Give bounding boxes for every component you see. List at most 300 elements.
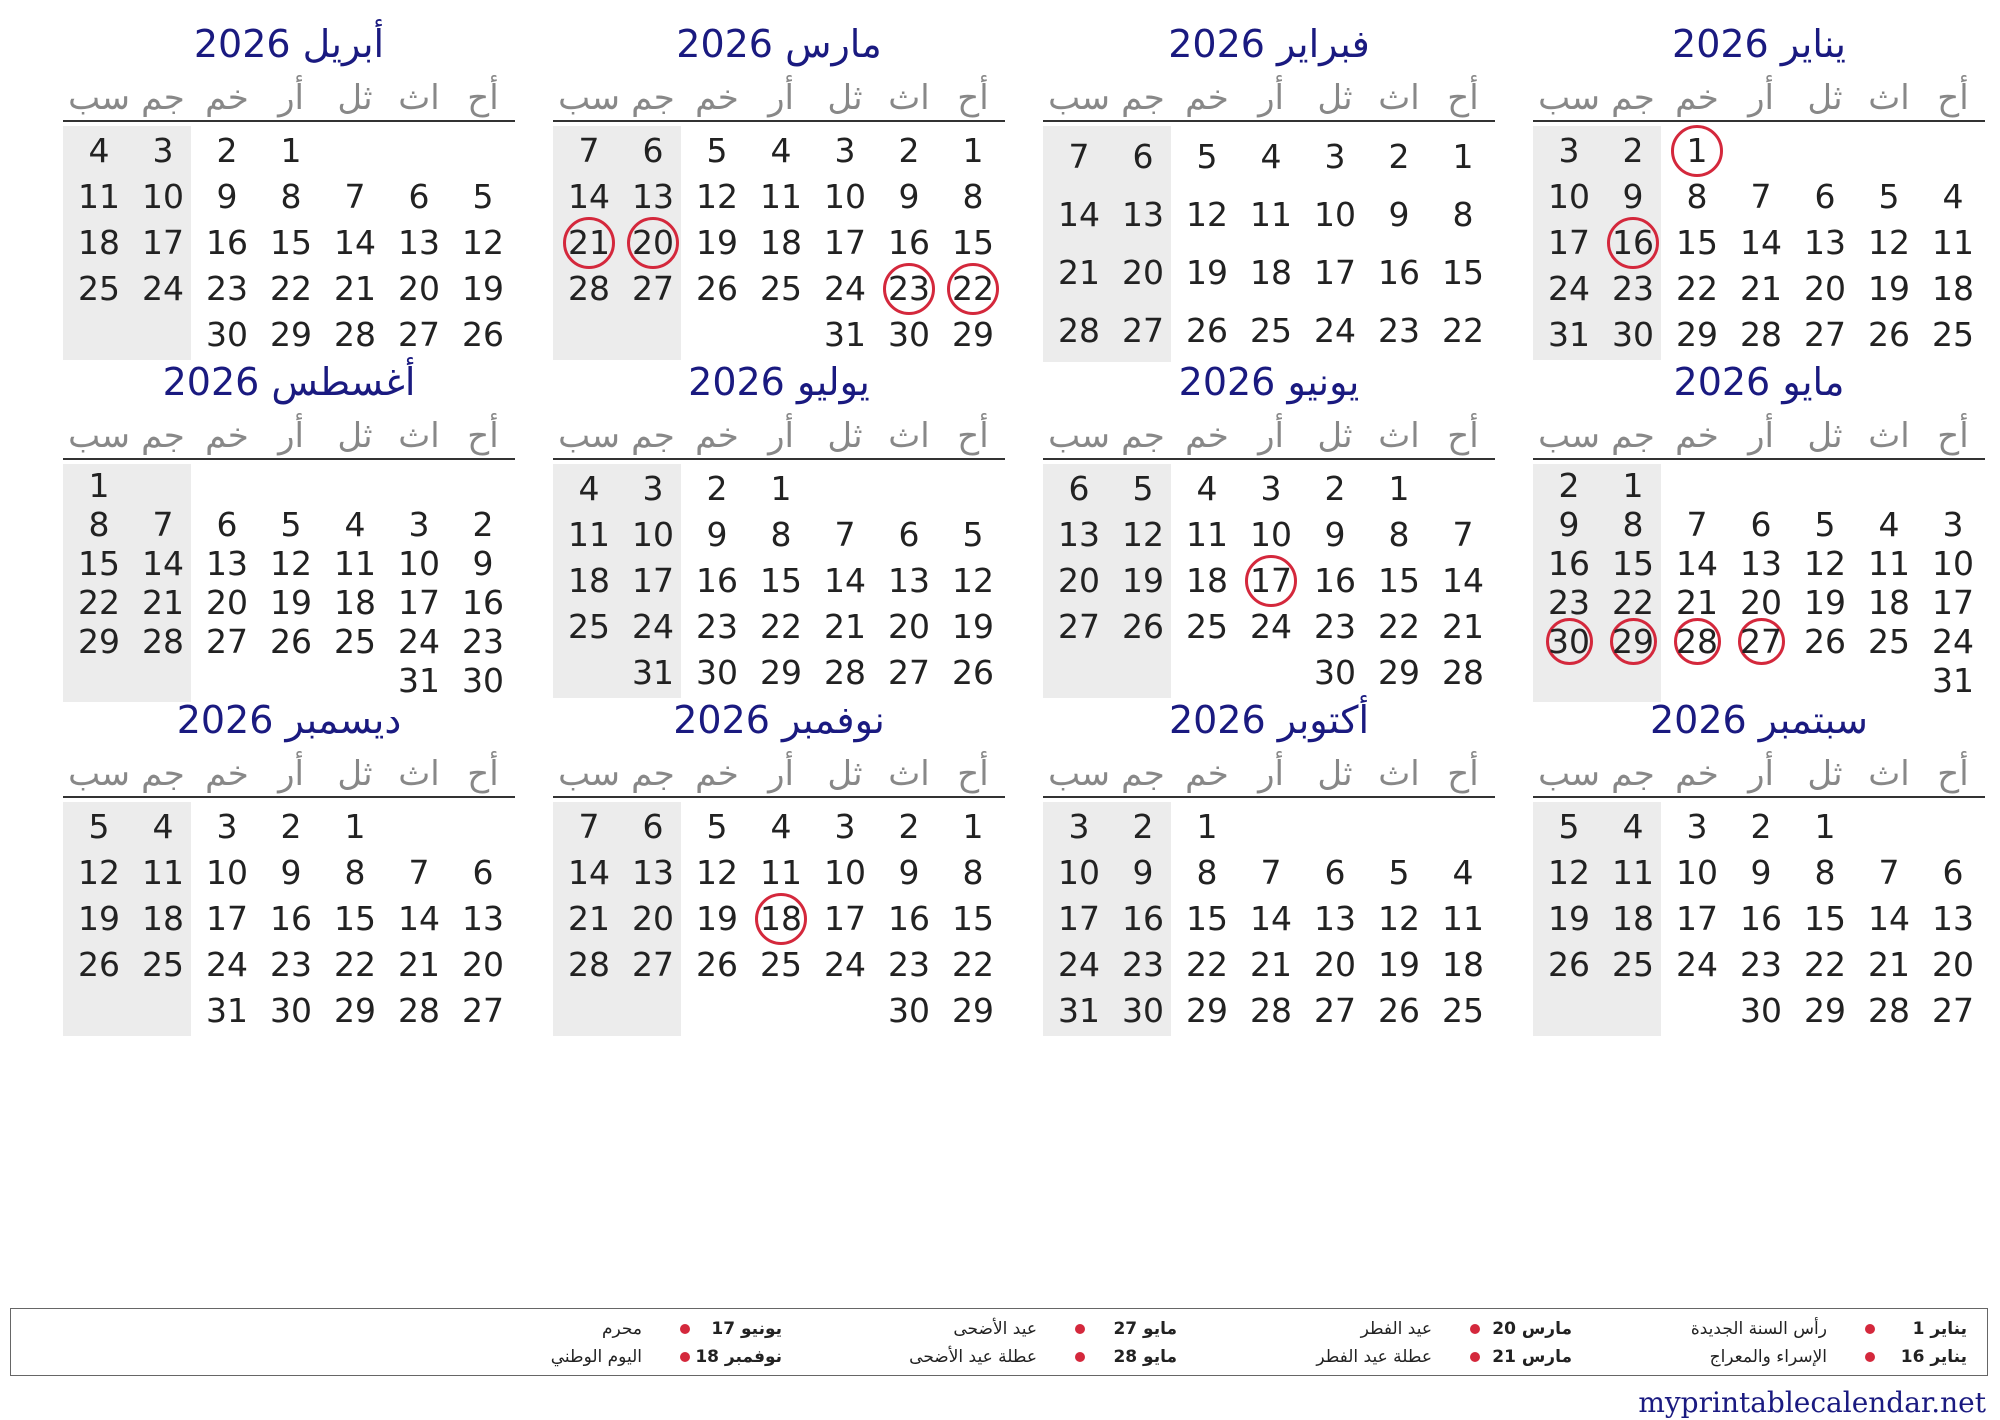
- day-cell[interactable]: 31: [1548, 315, 1590, 354]
- day-cell[interactable]: 21: [1442, 607, 1484, 646]
- day-cell[interactable]: 30: [888, 315, 930, 354]
- day-cell[interactable]: 8: [1686, 177, 1708, 216]
- day-cell[interactable]: 23: [1740, 945, 1782, 984]
- day-cell[interactable]: 29: [78, 622, 120, 661]
- day-cell[interactable]: 25: [1868, 622, 1910, 661]
- day-cell[interactable]: 30: [462, 661, 504, 700]
- day-cell[interactable]: 13: [1314, 899, 1356, 938]
- day-cell[interactable]: 13: [1058, 515, 1100, 554]
- day-cell[interactable]: 24: [1250, 607, 1292, 646]
- day-cell[interactable]: 18: [1186, 561, 1228, 600]
- day-cell[interactable]: 28: [1058, 311, 1100, 350]
- day-cell[interactable]: 10: [1314, 195, 1356, 234]
- day-cell[interactable]: 16: [1378, 253, 1420, 292]
- day-cell[interactable]: 15: [78, 544, 120, 583]
- day-cell[interactable]: 15: [1378, 561, 1420, 600]
- day-cell[interactable]: 26: [696, 269, 738, 308]
- day-cell[interactable]: 28: [1868, 991, 1910, 1030]
- day-cell[interactable]: 19: [1186, 253, 1228, 292]
- day-cell[interactable]: 27: [206, 622, 248, 661]
- day-cell[interactable]: 18: [1868, 583, 1910, 622]
- day-cell[interactable]: 11: [1612, 853, 1654, 892]
- day-cell[interactable]: 28: [1250, 991, 1292, 1030]
- day-cell[interactable]: 15: [1612, 544, 1654, 583]
- day-cell[interactable]: 7: [1068, 137, 1090, 176]
- day-cell[interactable]: 19: [1548, 899, 1590, 938]
- day-cell[interactable]: 4: [1196, 469, 1218, 508]
- day-cell[interactable]: 3: [1558, 131, 1580, 170]
- day-cell[interactable]: 8: [1452, 195, 1474, 234]
- day-cell[interactable]: 24: [824, 945, 866, 984]
- day-cell[interactable]: 30: [696, 653, 738, 692]
- day-cell[interactable]: 24: [1932, 622, 1974, 661]
- day-cell[interactable]: 10: [1676, 853, 1718, 892]
- day-cell[interactable]: 14: [398, 899, 440, 938]
- day-cell[interactable]: 24: [142, 269, 184, 308]
- day-cell[interactable]: 23: [270, 945, 312, 984]
- day-cell[interactable]: 6: [1132, 137, 1154, 176]
- day-cell[interactable]: 5: [1814, 505, 1836, 544]
- day-cell[interactable]: 28: [568, 269, 610, 308]
- day-cell[interactable]: 25: [760, 945, 802, 984]
- day-cell[interactable]: 11: [1868, 544, 1910, 583]
- day-cell[interactable]: 6: [1942, 853, 1964, 892]
- day-cell[interactable]: 1: [1388, 469, 1410, 508]
- day-cell[interactable]: 23: [1548, 583, 1590, 622]
- day-cell[interactable]: 25: [1932, 315, 1974, 354]
- day-cell[interactable]: 12: [1868, 223, 1910, 262]
- day-cell[interactable]: 5: [1196, 137, 1218, 176]
- day-cell[interactable]: 9: [280, 853, 302, 892]
- day-cell[interactable]: 8: [1196, 853, 1218, 892]
- day-cell[interactable]: 16: [1612, 223, 1654, 262]
- day-cell[interactable]: 15: [1186, 899, 1228, 938]
- day-cell[interactable]: 25: [142, 945, 184, 984]
- day-cell[interactable]: 11: [1932, 223, 1974, 262]
- day-cell[interactable]: 20: [632, 899, 674, 938]
- day-cell[interactable]: 24: [1058, 945, 1100, 984]
- day-cell[interactable]: 24: [398, 622, 440, 661]
- day-cell[interactable]: 22: [1676, 269, 1718, 308]
- day-cell[interactable]: 16: [1740, 899, 1782, 938]
- day-cell[interactable]: 25: [1250, 311, 1292, 350]
- day-cell[interactable]: 8: [88, 505, 110, 544]
- day-cell[interactable]: 3: [1942, 505, 1964, 544]
- day-cell[interactable]: 9: [1622, 177, 1644, 216]
- day-cell[interactable]: 21: [824, 607, 866, 646]
- day-cell[interactable]: 10: [824, 177, 866, 216]
- day-cell[interactable]: 11: [334, 544, 376, 583]
- day-cell[interactable]: 29: [1378, 653, 1420, 692]
- day-cell[interactable]: 16: [1314, 561, 1356, 600]
- day-cell[interactable]: 23: [1122, 945, 1164, 984]
- day-cell[interactable]: 27: [632, 945, 674, 984]
- day-cell[interactable]: 1: [1686, 131, 1708, 170]
- day-cell[interactable]: 28: [1442, 653, 1484, 692]
- day-cell[interactable]: 27: [1122, 311, 1164, 350]
- day-cell[interactable]: 11: [760, 853, 802, 892]
- day-cell[interactable]: 4: [1942, 177, 1964, 216]
- day-cell[interactable]: 6: [1814, 177, 1836, 216]
- day-cell[interactable]: 21: [1868, 945, 1910, 984]
- day-cell[interactable]: 13: [462, 899, 504, 938]
- day-cell[interactable]: 7: [1878, 853, 1900, 892]
- day-cell[interactable]: 11: [760, 177, 802, 216]
- day-cell[interactable]: 15: [1676, 223, 1718, 262]
- day-cell[interactable]: 6: [642, 131, 664, 170]
- day-cell[interactable]: 1: [1196, 807, 1218, 846]
- day-cell[interactable]: 16: [270, 899, 312, 938]
- day-cell[interactable]: 15: [334, 899, 376, 938]
- day-cell[interactable]: 4: [770, 807, 792, 846]
- day-cell[interactable]: 19: [696, 223, 738, 262]
- day-cell[interactable]: 10: [824, 853, 866, 892]
- day-cell[interactable]: 26: [1186, 311, 1228, 350]
- day-cell[interactable]: 21: [1740, 269, 1782, 308]
- day-cell[interactable]: 13: [206, 544, 248, 583]
- day-cell[interactable]: 9: [216, 177, 238, 216]
- day-cell[interactable]: 19: [952, 607, 994, 646]
- day-cell[interactable]: 26: [1378, 991, 1420, 1030]
- day-cell[interactable]: 14: [568, 177, 610, 216]
- day-cell[interactable]: 13: [888, 561, 930, 600]
- day-cell[interactable]: 8: [962, 853, 984, 892]
- day-cell[interactable]: 18: [1250, 253, 1292, 292]
- day-cell[interactable]: 27: [1804, 315, 1846, 354]
- day-cell[interactable]: 21: [398, 945, 440, 984]
- day-cell[interactable]: 2: [1388, 137, 1410, 176]
- day-cell[interactable]: 1: [344, 807, 366, 846]
- day-cell[interactable]: 19: [462, 269, 504, 308]
- day-cell[interactable]: 13: [1932, 899, 1974, 938]
- day-cell[interactable]: 12: [1186, 195, 1228, 234]
- day-cell[interactable]: 31: [824, 315, 866, 354]
- day-cell[interactable]: 28: [334, 315, 376, 354]
- day-cell[interactable]: 26: [1122, 607, 1164, 646]
- day-cell[interactable]: 27: [1932, 991, 1974, 1030]
- day-cell[interactable]: 28: [142, 622, 184, 661]
- day-cell[interactable]: 20: [1932, 945, 1974, 984]
- day-cell[interactable]: 1: [962, 131, 984, 170]
- day-cell[interactable]: 17: [1676, 899, 1718, 938]
- day-cell[interactable]: 17: [1932, 583, 1974, 622]
- day-cell[interactable]: 11: [142, 853, 184, 892]
- day-cell[interactable]: 31: [1932, 661, 1974, 700]
- day-cell[interactable]: 24: [1314, 311, 1356, 350]
- day-cell[interactable]: 18: [142, 899, 184, 938]
- day-cell[interactable]: 22: [270, 269, 312, 308]
- day-cell[interactable]: 21: [568, 223, 610, 262]
- day-cell[interactable]: 28: [824, 653, 866, 692]
- day-cell[interactable]: 6: [472, 853, 494, 892]
- day-cell[interactable]: 3: [216, 807, 238, 846]
- day-cell[interactable]: 11: [1186, 515, 1228, 554]
- day-cell[interactable]: 7: [1750, 177, 1772, 216]
- day-cell[interactable]: 7: [578, 807, 600, 846]
- day-cell[interactable]: 20: [206, 583, 248, 622]
- day-cell[interactable]: 14: [1442, 561, 1484, 600]
- day-cell[interactable]: 12: [78, 853, 120, 892]
- day-cell[interactable]: 15: [952, 223, 994, 262]
- day-cell[interactable]: 10: [1932, 544, 1974, 583]
- day-cell[interactable]: 22: [1186, 945, 1228, 984]
- day-cell[interactable]: 4: [1452, 853, 1474, 892]
- day-cell[interactable]: 13: [1740, 544, 1782, 583]
- day-cell[interactable]: 14: [1740, 223, 1782, 262]
- day-cell[interactable]: 25: [78, 269, 120, 308]
- day-cell[interactable]: 24: [1676, 945, 1718, 984]
- day-cell[interactable]: 29: [334, 991, 376, 1030]
- day-cell[interactable]: 7: [578, 131, 600, 170]
- day-cell[interactable]: 24: [1548, 269, 1590, 308]
- day-cell[interactable]: 2: [706, 469, 728, 508]
- day-cell[interactable]: 8: [1622, 505, 1644, 544]
- day-cell[interactable]: 4: [1622, 807, 1644, 846]
- day-cell[interactable]: 27: [398, 315, 440, 354]
- day-cell[interactable]: 14: [334, 223, 376, 262]
- day-cell[interactable]: 26: [1868, 315, 1910, 354]
- day-cell[interactable]: 3: [408, 505, 430, 544]
- day-cell[interactable]: 16: [1122, 899, 1164, 938]
- day-cell[interactable]: 9: [472, 544, 494, 583]
- day-cell[interactable]: 4: [578, 469, 600, 508]
- day-cell[interactable]: 19: [1122, 561, 1164, 600]
- day-cell[interactable]: 12: [1122, 515, 1164, 554]
- day-cell[interactable]: 8: [770, 515, 792, 554]
- day-cell[interactable]: 26: [952, 653, 994, 692]
- day-cell[interactable]: 8: [1814, 853, 1836, 892]
- day-cell[interactable]: 22: [78, 583, 120, 622]
- day-cell[interactable]: 14: [1058, 195, 1100, 234]
- day-cell[interactable]: 23: [1612, 269, 1654, 308]
- day-cell[interactable]: 29: [1676, 315, 1718, 354]
- day-cell[interactable]: 11: [78, 177, 120, 216]
- day-cell[interactable]: 5: [706, 807, 728, 846]
- day-cell[interactable]: 3: [834, 131, 856, 170]
- day-cell[interactable]: 31: [206, 991, 248, 1030]
- site-url[interactable]: myprintablecalendar.net: [1638, 1386, 1986, 1419]
- day-cell[interactable]: 16: [462, 583, 504, 622]
- day-cell[interactable]: 15: [1804, 899, 1846, 938]
- day-cell[interactable]: 21: [142, 583, 184, 622]
- day-cell[interactable]: 8: [1388, 515, 1410, 554]
- day-cell[interactable]: 27: [1740, 622, 1782, 661]
- day-cell[interactable]: 19: [270, 583, 312, 622]
- day-cell[interactable]: 31: [398, 661, 440, 700]
- day-cell[interactable]: 30: [1314, 653, 1356, 692]
- day-cell[interactable]: 14: [142, 544, 184, 583]
- day-cell[interactable]: 5: [962, 515, 984, 554]
- day-cell[interactable]: 22: [1612, 583, 1654, 622]
- day-cell[interactable]: 3: [1260, 469, 1282, 508]
- day-cell[interactable]: 19: [1804, 583, 1846, 622]
- day-cell[interactable]: 4: [1878, 505, 1900, 544]
- day-cell[interactable]: 17: [1058, 899, 1100, 938]
- day-cell[interactable]: 5: [1558, 807, 1580, 846]
- day-cell[interactable]: 20: [888, 607, 930, 646]
- day-cell[interactable]: 2: [1622, 131, 1644, 170]
- day-cell[interactable]: 16: [696, 561, 738, 600]
- day-cell[interactable]: 24: [824, 269, 866, 308]
- day-cell[interactable]: 23: [696, 607, 738, 646]
- day-cell[interactable]: 29: [1186, 991, 1228, 1030]
- day-cell[interactable]: 1: [280, 131, 302, 170]
- day-cell[interactable]: 5: [88, 807, 110, 846]
- day-cell[interactable]: 14: [1676, 544, 1718, 583]
- day-cell[interactable]: 30: [1612, 315, 1654, 354]
- day-cell[interactable]: 15: [270, 223, 312, 262]
- day-cell[interactable]: 1: [770, 469, 792, 508]
- day-cell[interactable]: 11: [1250, 195, 1292, 234]
- day-cell[interactable]: 24: [632, 607, 674, 646]
- day-cell[interactable]: 25: [568, 607, 610, 646]
- day-cell[interactable]: 5: [1132, 469, 1154, 508]
- day-cell[interactable]: 17: [398, 583, 440, 622]
- day-cell[interactable]: 23: [462, 622, 504, 661]
- day-cell[interactable]: 4: [770, 131, 792, 170]
- day-cell[interactable]: 9: [1132, 853, 1154, 892]
- day-cell[interactable]: 6: [642, 807, 664, 846]
- day-cell[interactable]: 15: [760, 561, 802, 600]
- day-cell[interactable]: 28: [1740, 315, 1782, 354]
- day-cell[interactable]: 14: [568, 853, 610, 892]
- day-cell[interactable]: 2: [898, 807, 920, 846]
- day-cell[interactable]: 10: [632, 515, 674, 554]
- day-cell[interactable]: 31: [1058, 991, 1100, 1030]
- day-cell[interactable]: 20: [462, 945, 504, 984]
- day-cell[interactable]: 10: [1058, 853, 1100, 892]
- day-cell[interactable]: 25: [1186, 607, 1228, 646]
- day-cell[interactable]: 4: [1260, 137, 1282, 176]
- day-cell[interactable]: 7: [834, 515, 856, 554]
- day-cell[interactable]: 23: [206, 269, 248, 308]
- day-cell[interactable]: 29: [952, 991, 994, 1030]
- day-cell[interactable]: 22: [1442, 311, 1484, 350]
- day-cell[interactable]: 27: [1314, 991, 1356, 1030]
- day-cell[interactable]: 14: [1250, 899, 1292, 938]
- day-cell[interactable]: 23: [888, 269, 930, 308]
- day-cell[interactable]: 9: [1388, 195, 1410, 234]
- day-cell[interactable]: 19: [78, 899, 120, 938]
- day-cell[interactable]: 18: [568, 561, 610, 600]
- day-cell[interactable]: 16: [206, 223, 248, 262]
- day-cell[interactable]: 17: [142, 223, 184, 262]
- day-cell[interactable]: 26: [696, 945, 738, 984]
- day-cell[interactable]: 20: [398, 269, 440, 308]
- day-cell[interactable]: 17: [632, 561, 674, 600]
- day-cell[interactable]: 10: [142, 177, 184, 216]
- day-cell[interactable]: 30: [888, 991, 930, 1030]
- day-cell[interactable]: 8: [344, 853, 366, 892]
- day-cell[interactable]: 3: [642, 469, 664, 508]
- day-cell[interactable]: 30: [1122, 991, 1164, 1030]
- day-cell[interactable]: 24: [206, 945, 248, 984]
- day-cell[interactable]: 2: [472, 505, 494, 544]
- day-cell[interactable]: 20: [1314, 945, 1356, 984]
- day-cell[interactable]: 26: [270, 622, 312, 661]
- day-cell[interactable]: 3: [1068, 807, 1090, 846]
- day-cell[interactable]: 26: [462, 315, 504, 354]
- day-cell[interactable]: 26: [1804, 622, 1846, 661]
- day-cell[interactable]: 5: [280, 505, 302, 544]
- day-cell[interactable]: 19: [1868, 269, 1910, 308]
- day-cell[interactable]: 27: [462, 991, 504, 1030]
- day-cell[interactable]: 13: [1804, 223, 1846, 262]
- day-cell[interactable]: 25: [1612, 945, 1654, 984]
- day-cell[interactable]: 19: [696, 899, 738, 938]
- day-cell[interactable]: 6: [1068, 469, 1090, 508]
- day-cell[interactable]: 28: [398, 991, 440, 1030]
- day-cell[interactable]: 2: [1558, 466, 1580, 505]
- day-cell[interactable]: 7: [408, 853, 430, 892]
- day-cell[interactable]: 26: [1548, 945, 1590, 984]
- day-cell[interactable]: 26: [78, 945, 120, 984]
- day-cell[interactable]: 14: [824, 561, 866, 600]
- day-cell[interactable]: 23: [1378, 311, 1420, 350]
- day-cell[interactable]: 13: [398, 223, 440, 262]
- day-cell[interactable]: 13: [632, 853, 674, 892]
- day-cell[interactable]: 18: [1932, 269, 1974, 308]
- day-cell[interactable]: 17: [1548, 223, 1590, 262]
- day-cell[interactable]: 1: [1452, 137, 1474, 176]
- day-cell[interactable]: 20: [1804, 269, 1846, 308]
- day-cell[interactable]: 12: [696, 177, 738, 216]
- day-cell[interactable]: 25: [1442, 991, 1484, 1030]
- day-cell[interactable]: 17: [206, 899, 248, 938]
- day-cell[interactable]: 12: [1804, 544, 1846, 583]
- day-cell[interactable]: 15: [1442, 253, 1484, 292]
- day-cell[interactable]: 19: [1378, 945, 1420, 984]
- day-cell[interactable]: 22: [952, 945, 994, 984]
- day-cell[interactable]: 21: [1058, 253, 1100, 292]
- day-cell[interactable]: 2: [1132, 807, 1154, 846]
- day-cell[interactable]: 27: [1058, 607, 1100, 646]
- day-cell[interactable]: 18: [760, 899, 802, 938]
- day-cell[interactable]: 20: [1058, 561, 1100, 600]
- day-cell[interactable]: 21: [1250, 945, 1292, 984]
- day-cell[interactable]: 22: [952, 269, 994, 308]
- day-cell[interactable]: 5: [1878, 177, 1900, 216]
- day-cell[interactable]: 1: [1622, 466, 1644, 505]
- day-cell[interactable]: 22: [334, 945, 376, 984]
- day-cell[interactable]: 9: [1558, 505, 1580, 544]
- day-cell[interactable]: 25: [334, 622, 376, 661]
- day-cell[interactable]: 18: [760, 223, 802, 262]
- day-cell[interactable]: 2: [898, 131, 920, 170]
- day-cell[interactable]: 6: [408, 177, 430, 216]
- day-cell[interactable]: 17: [824, 223, 866, 262]
- day-cell[interactable]: 6: [1750, 505, 1772, 544]
- day-cell[interactable]: 21: [1676, 583, 1718, 622]
- day-cell[interactable]: 30: [206, 315, 248, 354]
- day-cell[interactable]: 9: [1750, 853, 1772, 892]
- day-cell[interactable]: 3: [152, 131, 174, 170]
- day-cell[interactable]: 12: [270, 544, 312, 583]
- day-cell[interactable]: 16: [888, 223, 930, 262]
- day-cell[interactable]: 9: [898, 177, 920, 216]
- day-cell[interactable]: 20: [632, 223, 674, 262]
- day-cell[interactable]: 29: [1804, 991, 1846, 1030]
- day-cell[interactable]: 7: [1260, 853, 1282, 892]
- day-cell[interactable]: 30: [270, 991, 312, 1030]
- day-cell[interactable]: 12: [696, 853, 738, 892]
- day-cell[interactable]: 6: [898, 515, 920, 554]
- day-cell[interactable]: 1: [88, 466, 110, 505]
- day-cell[interactable]: 12: [1548, 853, 1590, 892]
- day-cell[interactable]: 17: [824, 899, 866, 938]
- day-cell[interactable]: 3: [1324, 137, 1346, 176]
- day-cell[interactable]: 16: [1548, 544, 1590, 583]
